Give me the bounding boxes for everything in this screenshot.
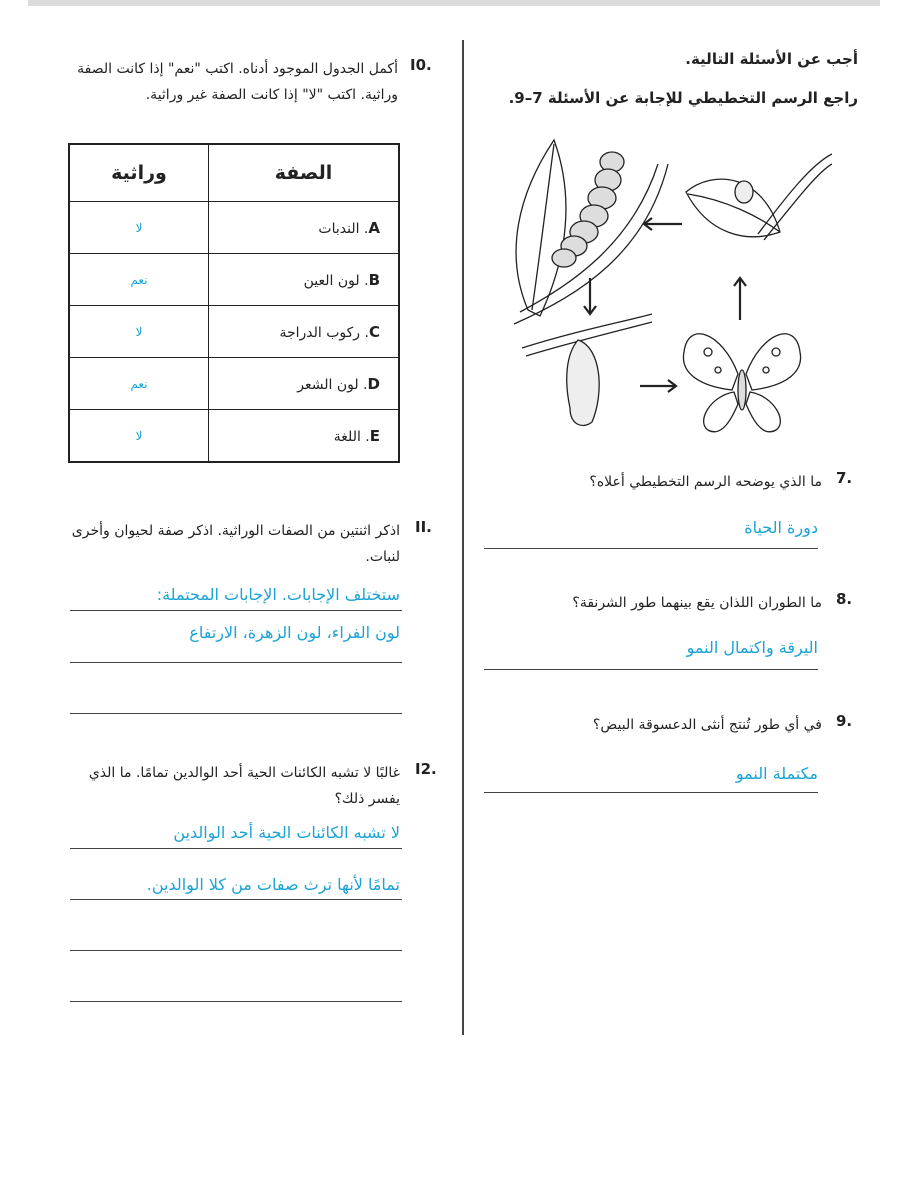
q9-question: في أي طور تُنتج أنثى الدعسوقة البيض؟ [592,717,822,733]
q10-question: أكمل الجدول الموجود أدناه. اكتب "نعم" إذا كانت الصفة وراثية. اكتب "لا" إذا كانت الصفة غير وراثية. [77,61,398,103]
q7-answer: دورة الحياة [744,518,818,537]
q9-number: 9. [836,712,853,730]
inherited-answer: نعم [69,358,209,410]
arrow-to-adult [640,380,676,392]
answer-line [70,950,402,951]
trait-cell: D. لون الشعر [209,358,400,410]
butterfly [683,334,800,432]
table-row [69,410,399,463]
inherited-answer: لا [69,306,209,358]
q12-question: غالبًا لا تشبه الكائنات الحية أحد الوالدين تمامًا. ما الذي يفسر ذلك؟ [88,765,400,807]
q12-answer-line2: تمامًا لأنها ترث صفات من كلا الوالدين. [146,875,400,894]
q11-number: II. [415,518,432,536]
answer-line [70,899,402,900]
answer-line [484,792,818,793]
table-row [69,358,399,410]
pupa [567,340,599,426]
q7-question: ما الذي يوضحه الرسم التخطيطي أعلاه؟ [589,474,822,490]
answer-line [484,669,818,670]
q9-answer: مكتملة النمو [735,764,818,783]
answer-line [70,848,402,849]
q11-answer-line1: ستختلف الإجابات. الإجابات المحتملة: [156,585,400,604]
answer-line [484,548,818,549]
q8-question: ما الطوران اللذان يقع بينهما طور الشرنقة؟ [572,595,822,611]
instruction-heading: أجب عن الأسئلة التالية. [685,50,858,68]
top-bar [28,0,880,6]
trait-cell: E. اللغة [209,410,400,463]
answer-line [70,662,402,663]
trait-cell: A. الندبات [209,202,400,254]
q10-number: I0. [410,56,432,74]
stem-top-right [758,154,832,234]
butterfly-life-cycle-diagram [512,134,832,442]
q11-answer-line2: لون الفراء، لون الزهرة، الارتفاع [189,623,400,642]
q12-number: I2. [415,760,437,778]
col-header-trait: الصفة [209,144,400,202]
diagram-reference: راجع الرسم التخطيطي للإجابة عن الأسئلة 7–9. [508,89,858,107]
arrow-to-egg [734,278,746,320]
table-row [69,254,399,306]
answer-line [70,713,402,714]
answer-line [70,1001,402,1002]
q7-number: 7. [836,469,853,487]
inherited-answer: لا [69,410,209,463]
stem-pupa [522,314,652,348]
arrow-to-larva [644,218,682,230]
q12-answer-line1: لا تشبه الكائنات الحية أحد الوالدين [173,823,400,842]
table-row [69,202,399,254]
q8-number: 8. [836,590,853,608]
col-header-inherited: وراثية [69,144,209,202]
inherited-answer: نعم [69,254,209,306]
leaf-top-right [686,179,780,237]
egg [735,181,753,203]
answer-line [70,610,402,611]
traits-table [68,143,400,463]
q11-question: اذكر اثنتين من الصفات الوراثية. اذكر صفة لحيوان وأخرى لنبات. [71,523,400,565]
q8-answer: اليرقة واكتمال النمو [686,638,818,657]
table-row [69,306,399,358]
trait-cell: C. ركوب الدراجة [209,306,400,358]
inherited-answer: لا [69,202,209,254]
column-divider [462,40,464,1035]
trait-cell: B. لون العين [209,254,400,306]
